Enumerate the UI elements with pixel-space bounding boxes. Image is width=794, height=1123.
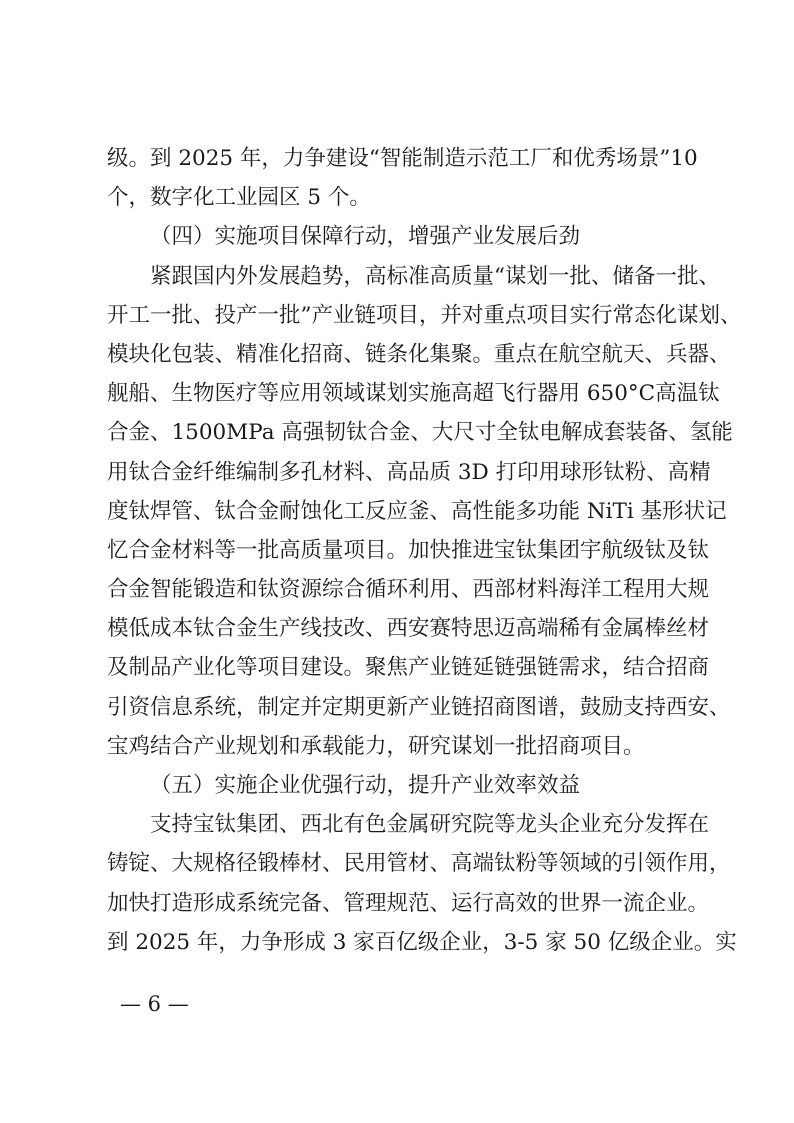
paragraph-line: 模低成本钛合金生产线技改、西安赛特思迈高端稀有金属棒丝材 (107, 616, 710, 642)
paragraph-line: 宝鸡结合产业规划和承载能力，研究谋划一批招商项目。 (107, 733, 645, 759)
paragraph-line: 加快打造形成系统完备、管理规范、运行高效的世界一流企业。 (107, 890, 710, 916)
paragraph-line: 忆合金材料等一批高质量项目。加快推进宝钛集团宇航级钛及钛 (107, 537, 710, 563)
paragraph-line: 开工一批、投产一批”产业链项目，并对重点项目实行常态化谋划、 (107, 302, 742, 328)
section-heading: （四）实施项目保障行动，增强产业发展后劲 (150, 224, 581, 250)
paragraph-line: 级。到 2025 年，力争建设“智能制造示范工厂和优秀场景”10 (107, 146, 698, 171)
paragraph-line: 铸锭、大规格径锻棒材、民用管材、高端钛粉等领域的引领作用， (107, 851, 731, 877)
paragraph-line: 到 2025 年，力争形成 3 家百亿级企业，3-5 家 50 亿级企业。实 (107, 929, 737, 955)
paragraph-line: 引资信息系统，制定并定期更新产业链招商图谱，鼓励支持西安、 (107, 694, 731, 720)
page-number: — 6 — (120, 992, 189, 1016)
paragraph-line: 紧跟国内外发展趋势，高标准高质量“谋划一批、储备一批、 (150, 263, 720, 289)
section-heading: （五）实施企业优强行动，提升产业效率效益 (150, 773, 581, 798)
paragraph-line: 及制品产业化等项目建设。聚焦产业链延链强链需求，结合招商 (107, 655, 710, 681)
body-text (107, 139, 742, 962)
paragraph-line: 度钛焊管、钛合金耐蚀化工反应釜、高性能多功能 NiTi 基形状记 (107, 498, 727, 524)
paragraph-line: 个，数字化工业园区 5 个。 (107, 185, 371, 211)
paragraph-line: 支持宝钛集团、西北有色金属研究院等龙头企业充分发挥在 (150, 812, 710, 838)
paragraph-line: 舰船、生物医疗等应用领域谋划实施高超飞行器用 650°C高温钛 (107, 381, 720, 407)
paragraph-line: 模块化包装、精准化招商、链条化集聚。重点在航空航天、兵器、 (107, 341, 731, 367)
paragraph-line: 用钛合金纤维编制多孔材料、高品质 3D 打印用球形钛粉、高精 (107, 459, 711, 485)
paragraph-line: 合金智能锻造和钛资源综合循环利用、西部材料海洋工程用大规 (107, 577, 710, 603)
paragraph-line: 合金、1500MPa 高强韧钛合金、大尺寸全钛电解成套装备、氢能 (107, 420, 733, 446)
